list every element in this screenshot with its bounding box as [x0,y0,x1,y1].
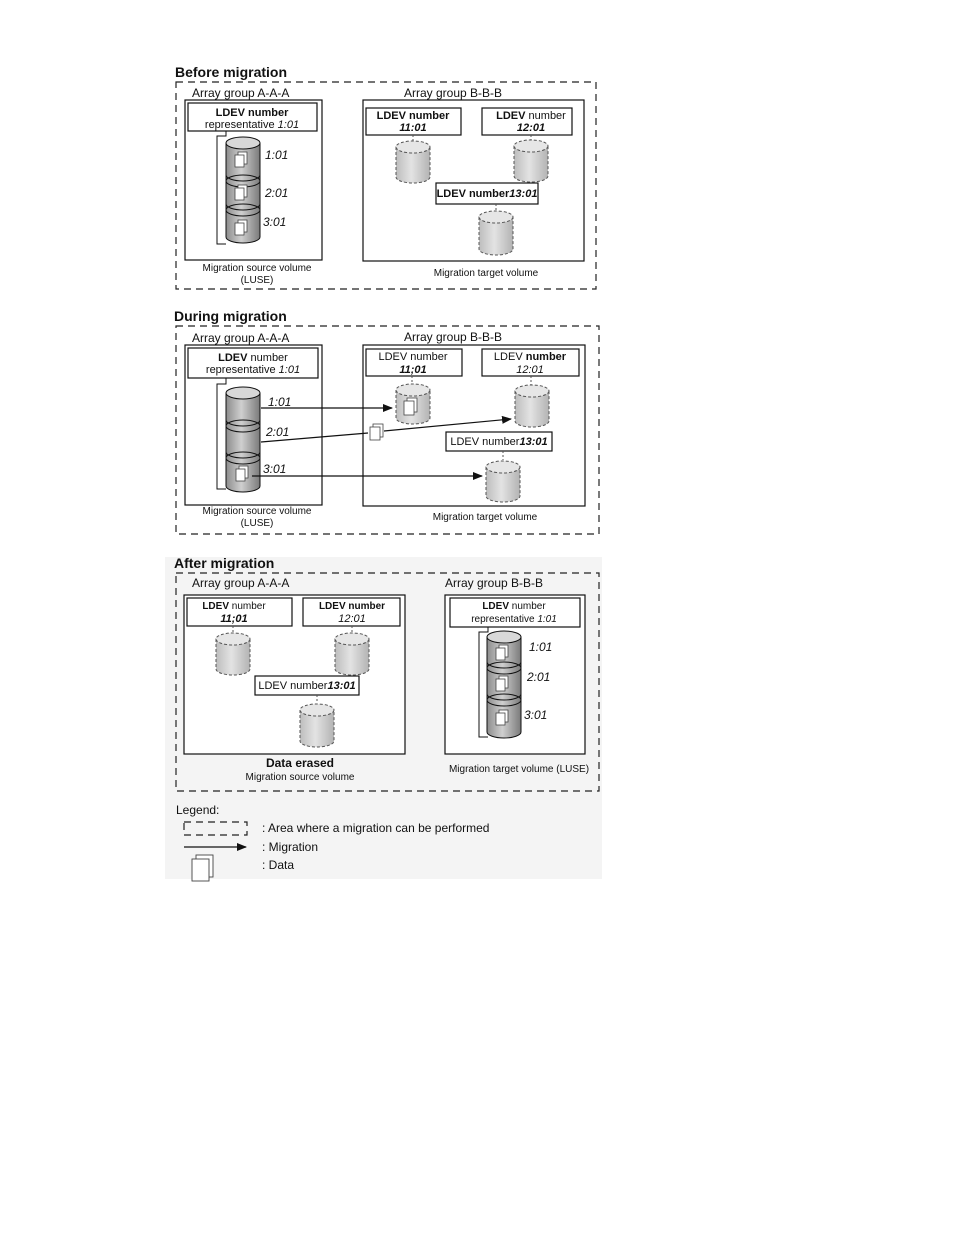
during-group-b-label: Array group B-B-B [404,330,503,344]
after-source-cylinder-13 [300,704,334,747]
legend-title: Legend: [176,803,220,817]
after-data-erased: Data erased [265,756,335,770]
before-ldev-11-number: 11:01 [399,122,427,134]
after-group-a-label: Array group A-A-A [192,576,290,590]
after-group-b-label: Array group B-B-B [445,576,544,590]
before-source-caption-luse: (LUSE) [240,275,274,286]
during-ldev-12-label: LDEV number [493,351,567,363]
legend-data-text: : Data [262,858,295,872]
during-title: During migration [174,308,287,324]
after-ldev-12-number: 12:01 [338,613,366,625]
legend-area-text: : Area where a migration can be performed [262,821,490,835]
after-target-caption: Migration target volume (LUSE) [448,764,590,775]
after-ldev-12-label: LDEV number [318,601,386,612]
before-target-caption: Migration target volume [433,268,539,279]
before-ldev-12-number: 12:01 [516,122,546,134]
before-title: Before migration [175,64,288,80]
after-ldev-11-label: LDEV number [202,601,266,612]
during-vol-1: 1:01 [268,395,292,409]
during-ldev-11-label: LDEV number [378,351,448,363]
during-source-caption: Migration source volume [202,506,312,517]
after-source-cylinder-11 [216,633,250,675]
before-target-cylinder-13 [479,211,513,255]
after-ldev-13-label: LDEV number13:01 [258,680,356,692]
before-ldev-11-label: LDEV number [376,110,450,122]
before-vol-1: 1:01 [265,148,289,162]
after-vol-1: 1:01 [529,640,553,654]
before-target-cylinder-11 [396,141,430,183]
before-target-cylinder-12 [514,140,548,182]
during-vol-3: 3:01 [263,462,287,476]
before-group-b-label: Array group B-B-B [404,86,503,100]
during-rep-line1: LDEV number [218,352,288,364]
during-source-caption-luse: (LUSE) [240,518,274,529]
after-vol-3: 3:01 [524,708,548,722]
before-source-caption: Migration source volume [202,263,312,274]
during-ldev-11-number: 11;01 [399,364,427,376]
before-vol-2: 2:01 [265,186,289,200]
before-ldev-13-label: LDEV number13:01 [436,188,538,200]
before-migration-section [175,64,596,289]
legend-migration-text: : Migration [262,840,319,854]
after-title: After migration [174,555,275,571]
after-rep-line2: representative 1:01 [471,614,557,625]
after-ldev-11-number: 11;01 [220,613,248,625]
after-rep-line1: LDEV number [482,601,546,612]
during-migration-section [174,308,599,534]
before-group-a-label: Array group A-A-A [192,86,290,100]
legend-data-icon [192,855,213,881]
during-group-a-label: Array group A-A-A [192,331,290,345]
during-ldev-13-label: LDEV number13:01 [450,436,548,448]
before-ldev-12-label: LDEV number [496,110,566,122]
during-target-cylinder-12 [515,385,549,427]
after-vol-2: 2:01 [527,670,551,684]
after-source-cylinder-12 [335,633,369,675]
during-target-caption: Migration target volume [432,512,538,523]
during-vol-2: 2:01 [266,425,290,439]
during-target-cylinder-13 [486,461,520,502]
during-ldev-12-number: 12:01 [516,364,544,376]
before-rep-line1: LDEV number [215,107,289,119]
before-vol-3: 3:01 [263,215,287,229]
before-rep-line2: representative 1:01 [204,119,300,131]
during-rep-line2: representative 1:01 [205,364,301,376]
after-source-caption: Migration source volume [245,772,355,783]
